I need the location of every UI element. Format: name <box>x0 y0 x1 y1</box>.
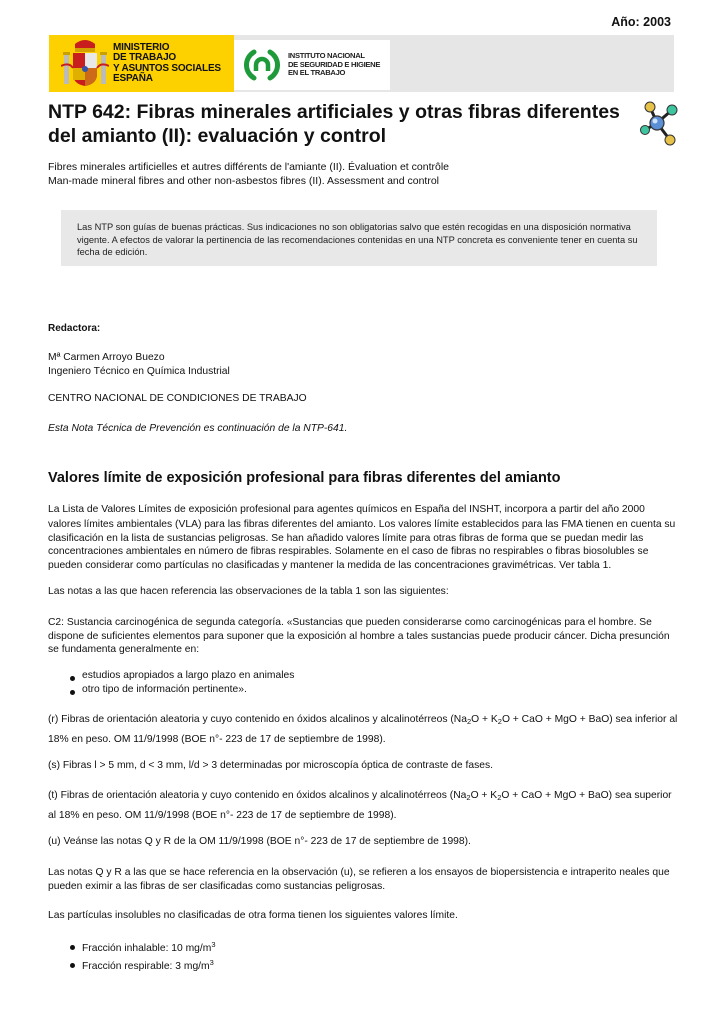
note-r-text-b: O + K <box>471 714 498 725</box>
disclaimer-notice: Las NTP son guías de buenas prácticas. Sus indicaciones no son obligatorias salvo que estén recogidas en una disposición normativa vigente. A efectos de valorar la pertinencia de las recomendaciones contenidas en una NTP concreta es conveniente tener en cuenta su fecha de edición. <box>61 210 657 266</box>
list-item: estudios apropiados a largo plazo en animales <box>70 669 294 683</box>
author-label: Redactora: <box>48 323 101 334</box>
superscript: 3 <box>209 957 214 967</box>
continuation-note: Esta Nota Técnica de Prevención es continuación de la NTP-641. <box>48 423 348 434</box>
alternate-titles <box>48 161 449 188</box>
coat-of-arms-icon <box>61 38 109 90</box>
limit-text: Fracción inhalable: 10 mg/m <box>82 943 212 954</box>
note-r-paragraph <box>48 711 678 749</box>
ministerio-line: DE TRABAJO <box>113 52 177 63</box>
ministerio-line: ESPAÑA <box>113 73 153 84</box>
author-name: Mª Carmen Arroyo Buezo <box>48 352 165 363</box>
intro-paragraph-rest: valores límites ambientales (VLA) para las fibras diferentes del amianto. Los valores límite establecidos para las FMA tienen en cuenta su clasificación en la lista de sustancias peligrosas. Se han añadido valores límite para otras fibras de forma que se puedan medir las concentraciones ambientales en número de fibras respirables. Solamente en el caso de fibras no respirables o fibras biosolubles se pueden considerar como partículas no clasificadas y mantener la medida de las concentraciones gravimétricas. Ver tabla 1. <box>48 519 676 571</box>
insht-emblem-icon <box>244 47 280 83</box>
page-title: NTP 642: Fibras minerales artificiales y otras fibras diferentes del amianto (II): evaluación y control <box>48 101 620 147</box>
particles-paragraph: Las partículas insolubles no clasificadas de otra forma tienen los siguientes valores límite. <box>48 910 458 921</box>
list-item <box>70 956 216 974</box>
year-label: Año: 2003 <box>611 15 671 29</box>
molecule-icon <box>628 97 688 149</box>
intro-paragraph-line1: La Lista de Valores Límites de exposición profesional para agentes químicos en España del INSHT, incorpora a partir del año 2000 <box>48 504 645 515</box>
limit-text: Fracción respirable: 3 mg/m <box>82 960 210 972</box>
subscript: 2 <box>497 717 502 726</box>
note-r-text-a: (r) Fibras de orientación aleatoria y cuyo contenido en óxidos alcalinos y alcalinotérreos (Na <box>48 714 467 725</box>
note-s-paragraph: (s) Fibras l > 5 mm, d < 3 mm, l/d > 3 determinadas por microscopía óptica de contraste de fases. <box>48 760 493 771</box>
ministerio-logo-text <box>113 43 221 85</box>
note-t-text-c: O + CaO + MgO + BaO) sea superior al 18% en peso. OM 11/9/1998 (BOE n°- 223 de 17 de septiembre de 1998). <box>48 790 672 821</box>
subscript: 2 <box>497 793 502 802</box>
insht-logo-text <box>288 52 380 78</box>
subscript: 2 <box>466 793 471 802</box>
section-heading: Valores límite de exposición profesional para fibras diferentes del amianto <box>48 470 561 486</box>
notes-qr-paragraph: Las notas Q y R a las que se hace referencia en la observación (u), se refieren a los ensayos de biopersistencia e intraperito neales que pueden eximir a las fibras de ser clasificadas como sustancias peligrosas. <box>48 867 670 892</box>
intro-paragraph <box>48 503 678 572</box>
insht-logo <box>234 40 390 90</box>
ministerio-logo <box>49 35 234 92</box>
subtitle-english: Man-made mineral fibres and other non-asbestos fibres (II). Assessment and control <box>48 174 440 187</box>
header-banner <box>49 35 674 92</box>
note-t-text-b: O + K <box>470 790 498 801</box>
note-t-paragraph <box>48 787 678 825</box>
note-t-text-a: (t) Fibras de orientación aleatoria y cuyo contenido en óxidos alcalinos y alcalinotérreos (Na <box>48 790 467 801</box>
notes-intro-paragraph: Las notas a las que hacen referencia las observaciones de la tabla 1 son las siguientes: <box>48 586 449 597</box>
note-c2-paragraph: C2: Sustancia carcinogénica de segunda categoría. «Sustancias que pueden considerarse como carcinogénicas para el hombre. Se dispone de suficientes elementos para suponer que la exposición al hombre a tales sustancias puede producir cáncer. Dicha presunción se fundamenta generalmente en: <box>48 617 670 656</box>
note-r-text-c: O + CaO + MgO + BaO) sea inferior al 18% en peso. OM 11/9/1998 (BOE n°- 223 de 17 de septiembre de 1998). <box>48 714 678 745</box>
subtitle-french: Fibres minerales artificielles et autres différents de l'amiante (II). Évaluation et contrôle <box>48 161 449 173</box>
author-block <box>48 351 230 378</box>
ministerio-line: Y ASUNTOS SOCIALES <box>113 62 221 74</box>
c2-bullet-list <box>70 669 294 696</box>
limits-bullet-list <box>70 938 216 973</box>
list-item: otro tipo de información pertinente». <box>70 683 294 697</box>
list-item <box>70 938 216 956</box>
insht-line: EN EL TRABAJO <box>288 68 346 78</box>
insht-line: INSTITUTO NACIONAL <box>288 51 365 61</box>
author-title: Ingeniero Técnico en Química Industrial <box>48 365 230 377</box>
ministerio-line: MINISTERIO <box>113 41 170 53</box>
subscript: 2 <box>466 717 472 726</box>
organization-name: CENTRO NACIONAL DE CONDICIONES DE TRABAJO <box>48 393 307 404</box>
note-u-paragraph: (u) Veánse las notas Q y R de la OM 11/9/1998 (BOE n°- 223 de 17 de septiembre de 1998). <box>48 836 471 847</box>
insht-line: DE SEGURIDAD E HIGIENE <box>288 59 381 69</box>
superscript: 3 <box>211 940 216 949</box>
